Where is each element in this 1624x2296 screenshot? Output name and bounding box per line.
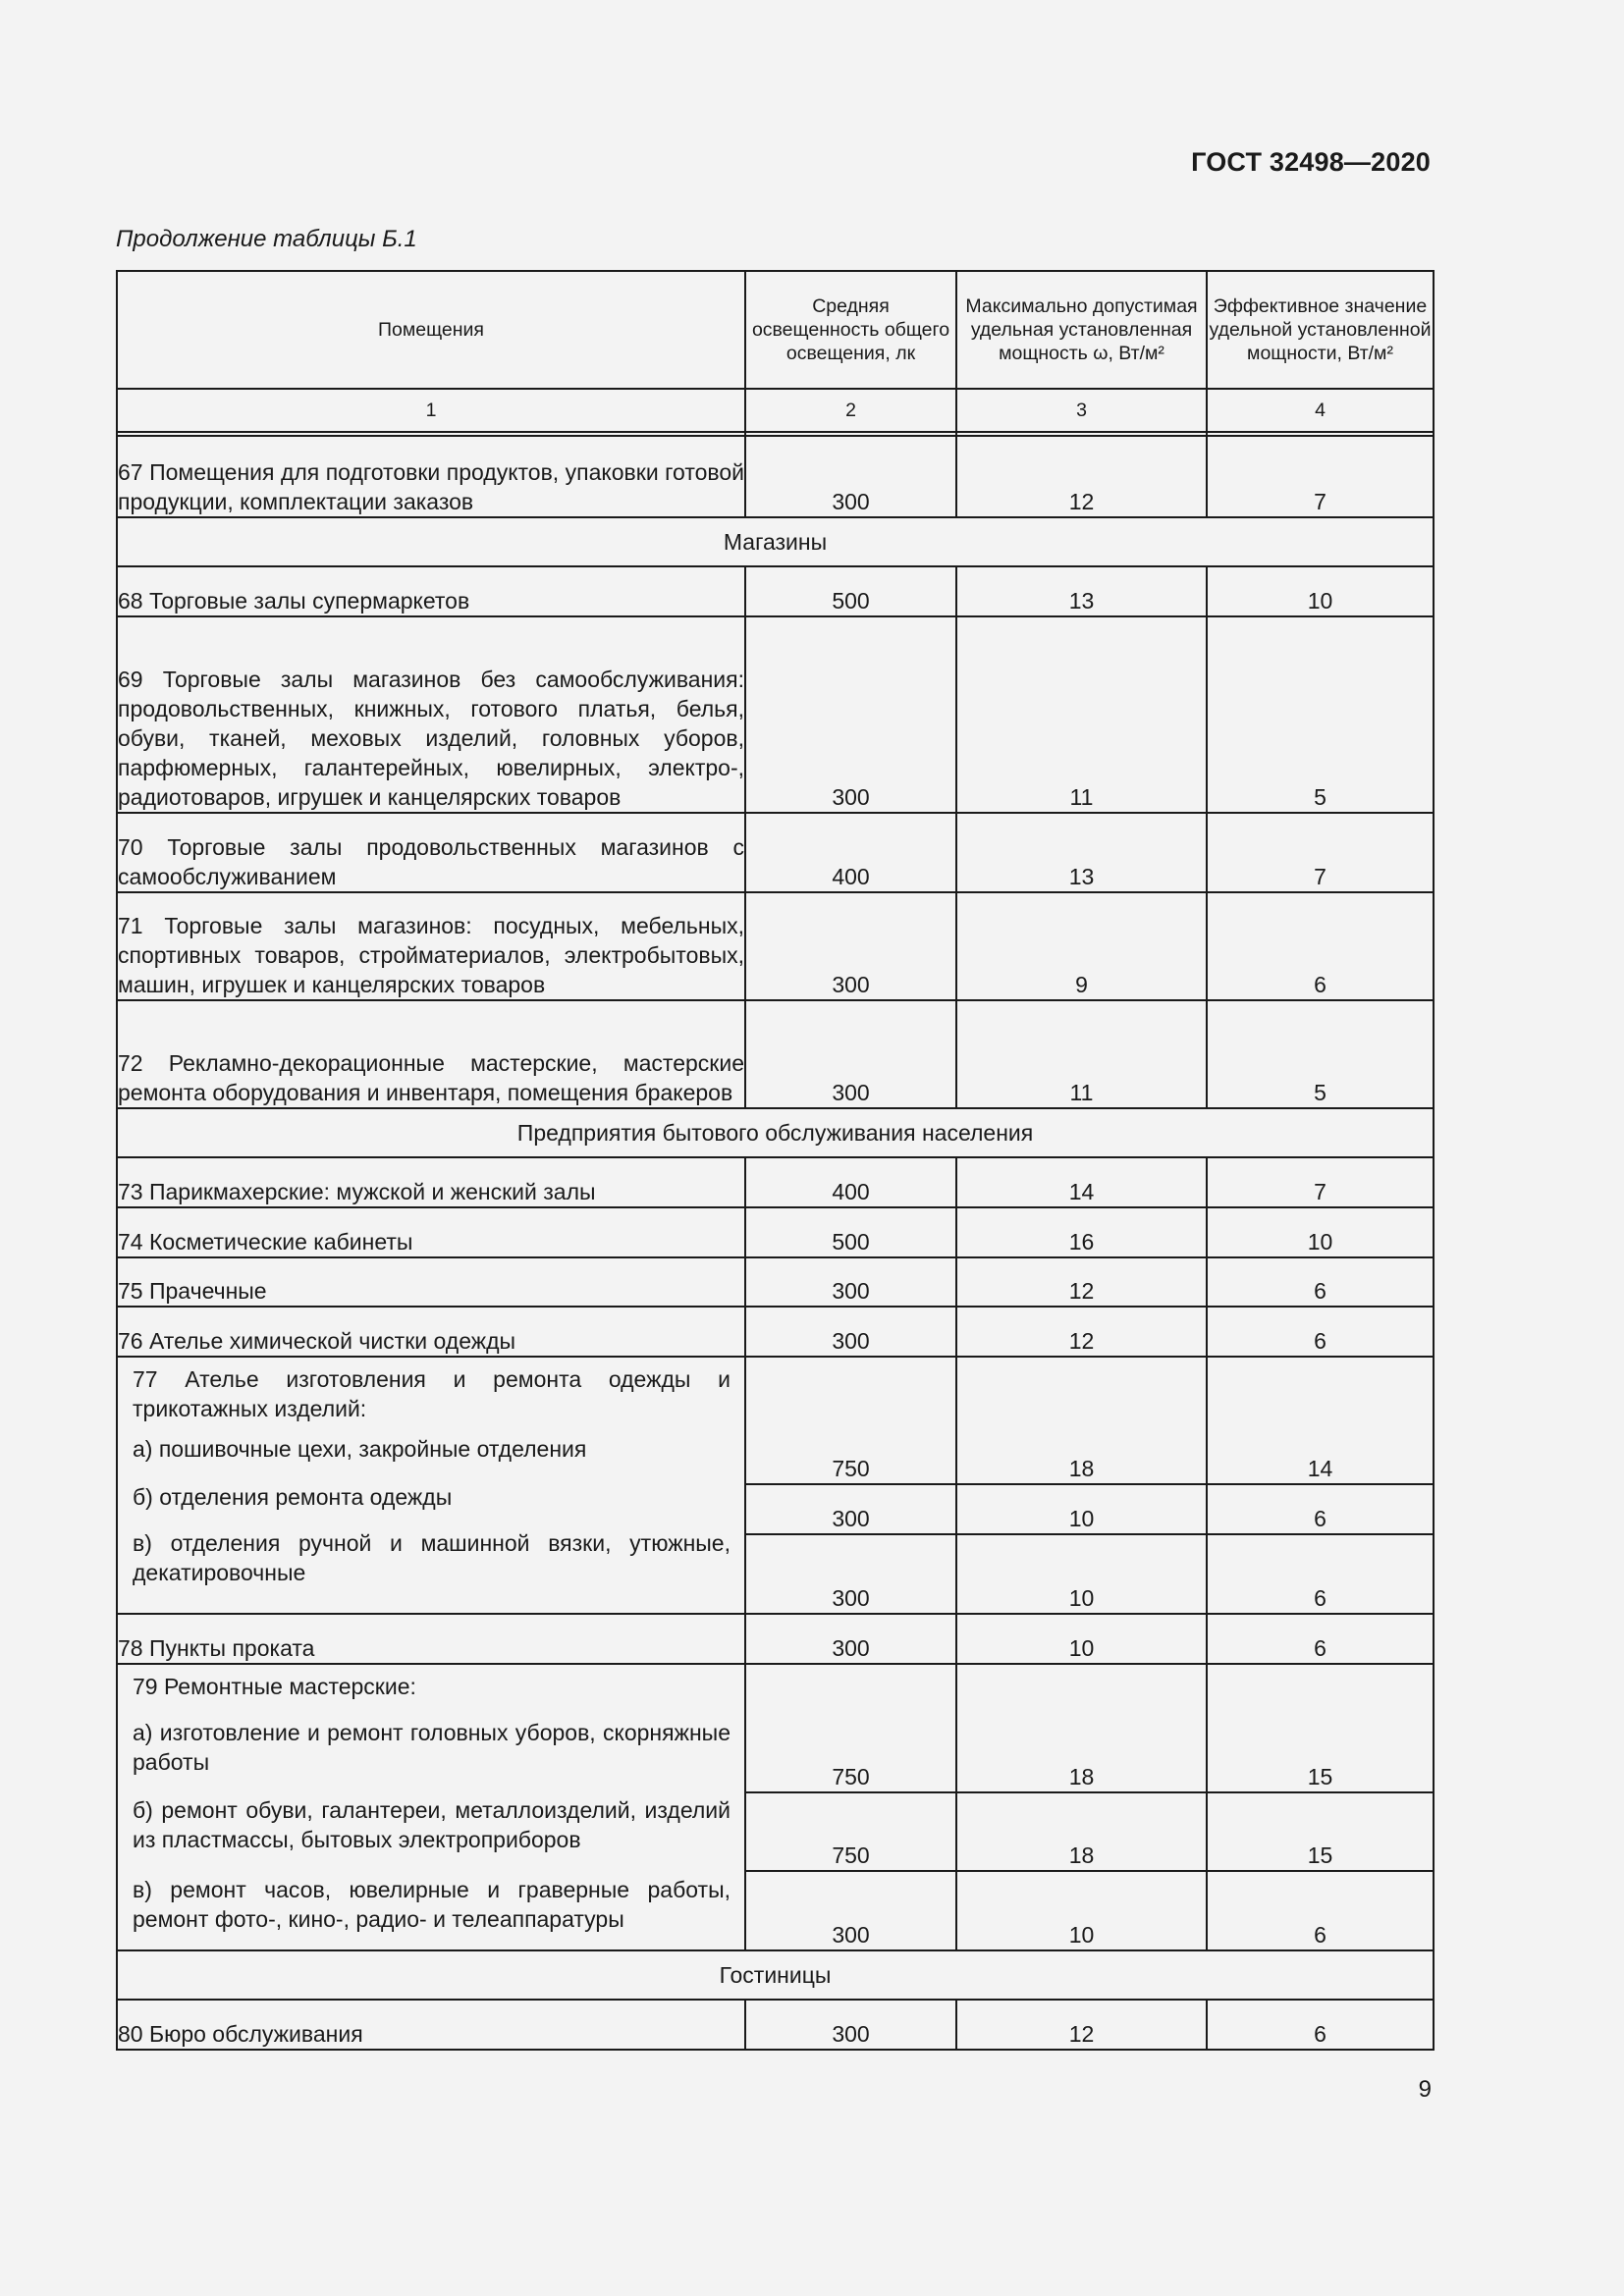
effective-power-value: 14 <box>1207 1357 1434 1484</box>
table-row <box>117 436 1434 517</box>
effective-power-value: 5 <box>1207 616 1434 813</box>
column-header-effective-power: Эффективное значение удельной установленной мощности, Вт/м² <box>1207 271 1434 389</box>
effective-power-value: 6 <box>1207 1307 1434 1357</box>
column-number-row <box>117 389 1434 432</box>
table-row <box>117 892 1434 1000</box>
table-row <box>117 1357 1434 1484</box>
max-power-value: 12 <box>956 1307 1207 1357</box>
room-name: 71 Торговые залы магазинов: посудных, мебельных, спортивных товаров, стройматериалов, электробытовых, машин, игрушек и канцелярских товаров <box>117 892 745 1000</box>
section-title-hotels: Гостиницы <box>117 1950 1434 2000</box>
illuminance-value: 300 <box>745 2000 956 2050</box>
max-power-value: 11 <box>956 616 1207 813</box>
room-name: 70 Торговые залы продовольственных магазинов с самообслуживанием <box>117 813 745 892</box>
illuminance-value: 750 <box>745 1664 956 1792</box>
max-power-value: 18 <box>956 1357 1207 1484</box>
effective-power-value: 6 <box>1207 1534 1434 1614</box>
illuminance-value: 300 <box>745 616 956 813</box>
max-power-value: 16 <box>956 1207 1207 1257</box>
effective-power-value: 7 <box>1207 1157 1434 1207</box>
document-code: ГОСТ 32498—2020 <box>1191 147 1431 177</box>
illuminance-value: 750 <box>745 1357 956 1484</box>
illuminance-value: 300 <box>745 1484 956 1534</box>
effective-power-value: 6 <box>1207 1484 1434 1534</box>
illuminance-value: 300 <box>745 1000 956 1108</box>
illuminance-value: 500 <box>745 1207 956 1257</box>
table-row <box>117 1207 1434 1257</box>
max-power-value: 12 <box>956 1257 1207 1307</box>
table-row <box>117 813 1434 892</box>
max-power-value: 13 <box>956 813 1207 892</box>
section-row <box>117 1950 1434 2000</box>
effective-power-value: 7 <box>1207 813 1434 892</box>
room-name: 67 Помещения для подготовки продуктов, упаковки готовой продукции, комплектации заказов <box>117 436 745 517</box>
illuminance-value: 500 <box>745 566 956 616</box>
section-title-services: Предприятия бытового обслуживания населения <box>117 1108 1434 1157</box>
illuminance-value: 300 <box>745 1534 956 1614</box>
effective-power-value: 6 <box>1207 1871 1434 1950</box>
lighting-power-table <box>116 270 1435 2051</box>
column-number: 2 <box>745 389 956 432</box>
table-row <box>117 1307 1434 1357</box>
room-subitem: б) отделения ремонта одежды <box>133 1484 453 1510</box>
column-header-rooms: Помещения <box>117 271 745 389</box>
effective-power-value: 10 <box>1207 566 1434 616</box>
table-header-row <box>117 271 1434 389</box>
room-name: 76 Ателье химической чистки одежды <box>117 1307 745 1357</box>
max-power-value: 11 <box>956 1000 1207 1108</box>
effective-power-value: 7 <box>1207 436 1434 517</box>
effective-power-value: 6 <box>1207 892 1434 1000</box>
max-power-value: 10 <box>956 1871 1207 1950</box>
effective-power-value: 6 <box>1207 1614 1434 1664</box>
effective-power-value: 6 <box>1207 2000 1434 2050</box>
room-subitem: в) отделения ручной и машинной вязки, утюжные, декатировочные <box>133 1530 731 1585</box>
room-name: 80 Бюро обслуживания <box>117 2000 745 2050</box>
room-name: 68 Торговые залы супермаркетов <box>117 566 745 616</box>
illuminance-value: 400 <box>745 813 956 892</box>
room-name: 75 Прачечные <box>117 1257 745 1307</box>
max-power-value: 13 <box>956 566 1207 616</box>
page-number: 9 <box>1418 2076 1432 2103</box>
illuminance-value: 300 <box>745 892 956 1000</box>
column-header-max-power: Максимально допустимая удельная установленная мощность ω, Вт/м² <box>956 271 1207 389</box>
table-row <box>117 2000 1434 2050</box>
section-row <box>117 1108 1434 1157</box>
room-group-79 <box>117 1664 745 1950</box>
effective-power-value: 10 <box>1207 1207 1434 1257</box>
max-power-value: 10 <box>956 1614 1207 1664</box>
effective-power-value: 15 <box>1207 1792 1434 1871</box>
room-group-title: 77 Ателье изготовления и ремонта одежды и трикотажных изделий: <box>133 1366 731 1421</box>
illuminance-value: 400 <box>745 1157 956 1207</box>
max-power-value: 9 <box>956 892 1207 1000</box>
illuminance-value: 300 <box>745 1871 956 1950</box>
illuminance-value: 300 <box>745 1307 956 1357</box>
column-header-illuminance: Средняя освещенность общего освещения, лк <box>745 271 956 389</box>
max-power-value: 12 <box>956 2000 1207 2050</box>
room-name: 73 Парикмахерские: мужской и женский залы <box>117 1157 745 1207</box>
illuminance-value: 300 <box>745 436 956 517</box>
room-subitem: а) пошивочные цехи, закройные отделения <box>133 1436 587 1462</box>
room-group-77 <box>117 1357 745 1614</box>
max-power-value: 10 <box>956 1534 1207 1614</box>
table-row <box>117 1257 1434 1307</box>
room-name: 74 Косметические кабинеты <box>117 1207 745 1257</box>
column-number: 3 <box>956 389 1207 432</box>
table-caption: Продолжение таблицы Б.1 <box>116 226 417 252</box>
max-power-value: 10 <box>956 1484 1207 1534</box>
max-power-value: 14 <box>956 1157 1207 1207</box>
room-subitem: б) ремонт обуви, галантереи, металлоизделий, изделий из пластмассы, бытовых электроприборов <box>133 1797 731 1852</box>
max-power-value: 18 <box>956 1664 1207 1792</box>
column-number: 1 <box>117 389 745 432</box>
table-row <box>117 566 1434 616</box>
table-row <box>117 1664 1434 1792</box>
column-number: 4 <box>1207 389 1434 432</box>
max-power-value: 12 <box>956 436 1207 517</box>
effective-power-value: 6 <box>1207 1257 1434 1307</box>
room-name: 72 Рекламно-декорационные мастерские, мастерские ремонта оборудования и инвентаря, помещения бракеров <box>117 1000 745 1108</box>
table-row <box>117 1000 1434 1108</box>
effective-power-value: 5 <box>1207 1000 1434 1108</box>
illuminance-value: 750 <box>745 1792 956 1871</box>
table-row <box>117 1157 1434 1207</box>
room-group-title: 79 Ремонтные мастерские: <box>133 1674 416 1699</box>
max-power-value: 18 <box>956 1792 1207 1871</box>
illuminance-value: 300 <box>745 1257 956 1307</box>
table-row <box>117 1614 1434 1664</box>
illuminance-value: 300 <box>745 1614 956 1664</box>
room-subitem: в) ремонт часов, ювелирные и граверные работы, ремонт фото-, кино-, радио- и телеаппаратуры <box>133 1877 731 1932</box>
room-name: 78 Пункты проката <box>117 1614 745 1664</box>
table-row <box>117 616 1434 813</box>
room-name: 69 Торговые залы магазинов без самообслуживания: продовольственных, книжных, готового платья, белья, обуви, тканей, меховых изделий, головных уборов, парфюмерных, галантерейных, ювелирных, электро-, радиотоваров, игрушек и канцелярских товаров <box>117 616 745 813</box>
effective-power-value: 15 <box>1207 1664 1434 1792</box>
section-row <box>117 517 1434 566</box>
section-title-shops: Магазины <box>117 517 1434 566</box>
room-subitem: а) изготовление и ремонт головных уборов, скорняжные работы <box>133 1720 731 1775</box>
